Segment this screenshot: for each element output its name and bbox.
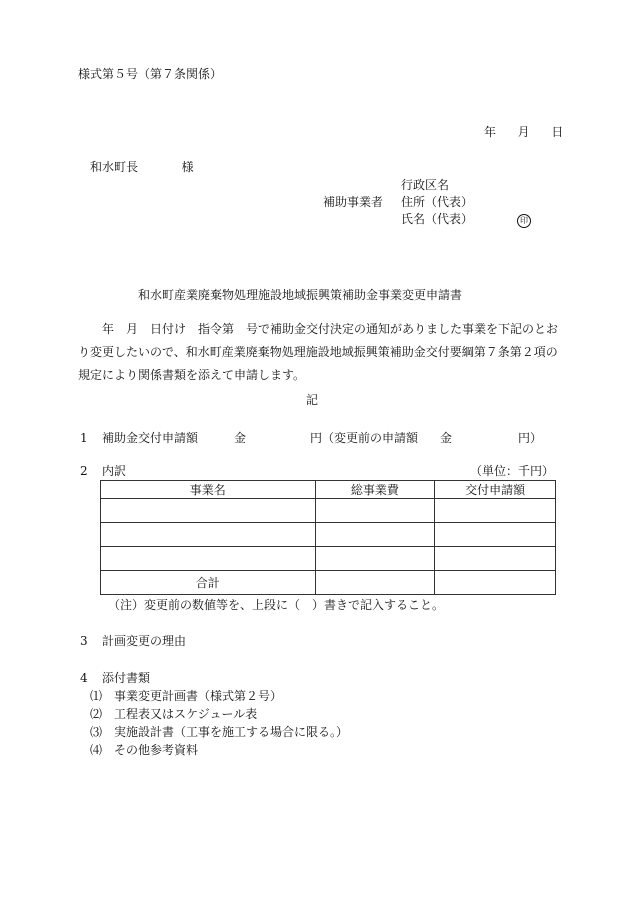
table-cell [101,499,316,523]
attachment-item: ⑷ その他参考資料 [90,743,199,757]
table-cell [435,571,556,595]
section3-label: 計画変更の理由 [102,634,187,648]
table-cell [435,499,556,523]
header-requested-amount: 交付申請額 [435,481,556,499]
date-month: 月 [517,125,530,139]
section4-label: 添付書類 [102,671,151,685]
section1-num: 1 [80,431,88,445]
addressee [90,159,194,175]
table-total-row [101,571,556,595]
table-header-row [101,481,556,499]
attachment-item: ⑴ 事業変更計画書（様式第２号） [90,689,283,703]
table-cell [315,523,435,547]
applicant-district: 行政区名 [401,178,450,192]
document-title: 和水町産業廃棄物処理施設地域振興策補助金事業変更申請書 [138,288,463,302]
section1-kin2: 金 [440,431,453,445]
total-label: 合計 [101,571,316,595]
table-cell [435,523,556,547]
date-line [484,124,563,140]
table-cell [315,547,435,571]
ki-heading: 記 [306,393,319,407]
section1-yen: 円（変更前の申請額 [310,431,419,445]
section1-yen2: 円） [518,431,543,445]
seal-icon: 印 [517,214,531,228]
table-row [101,523,556,547]
unit-label: （単位：千円） [470,464,555,478]
date-day: 日 [551,125,564,139]
seal-mark [517,211,531,228]
table-row [101,547,556,571]
table-cell [435,547,556,571]
section2-num: 2 [80,464,88,478]
section2-label: 内訳 [102,464,127,478]
body-text: 年 月 日付け 指令第 号で補助金交付決定の通知がありました事業を下記のとおり変更したいので、和水町産業廃棄物処理施設地域振興策補助金交付要綱第７条第２項の規定により関係書類を添えて申請します。 [78,322,559,382]
section1-kin: 金 [234,431,247,445]
table-cell [101,523,316,547]
addressee-name: 和水町長 [90,160,139,174]
table-row [101,499,556,523]
addressee-honorific: 様 [181,160,194,174]
applicant-name: 氏名（代表） [401,212,474,226]
breakdown-table [100,480,556,595]
applicant-address: 住所（代表） [401,195,474,209]
date-year: 年 [484,125,497,139]
table-cell [315,571,435,595]
attachment-item: ⑵ 工程表又はスケジュール表 [90,707,258,721]
table-note: （注）変更前の数値等を、上段に（ ）書きで記入すること。 [108,598,445,612]
header-total-cost: 総事業費 [315,481,435,499]
attachment-item: ⑶ 実施設計書（工事を施工する場合に限る。） [90,725,349,739]
table-cell [315,499,435,523]
table-cell [101,547,316,571]
header-project-name: 事業名 [101,481,316,499]
section3-num: 3 [80,634,88,648]
section4-num: 4 [80,671,88,685]
section1-label: 補助金交付申請額 [102,431,199,445]
form-number: 様式第５号（第７条関係） [78,67,223,81]
applicant-label: 補助事業者 [323,195,384,209]
